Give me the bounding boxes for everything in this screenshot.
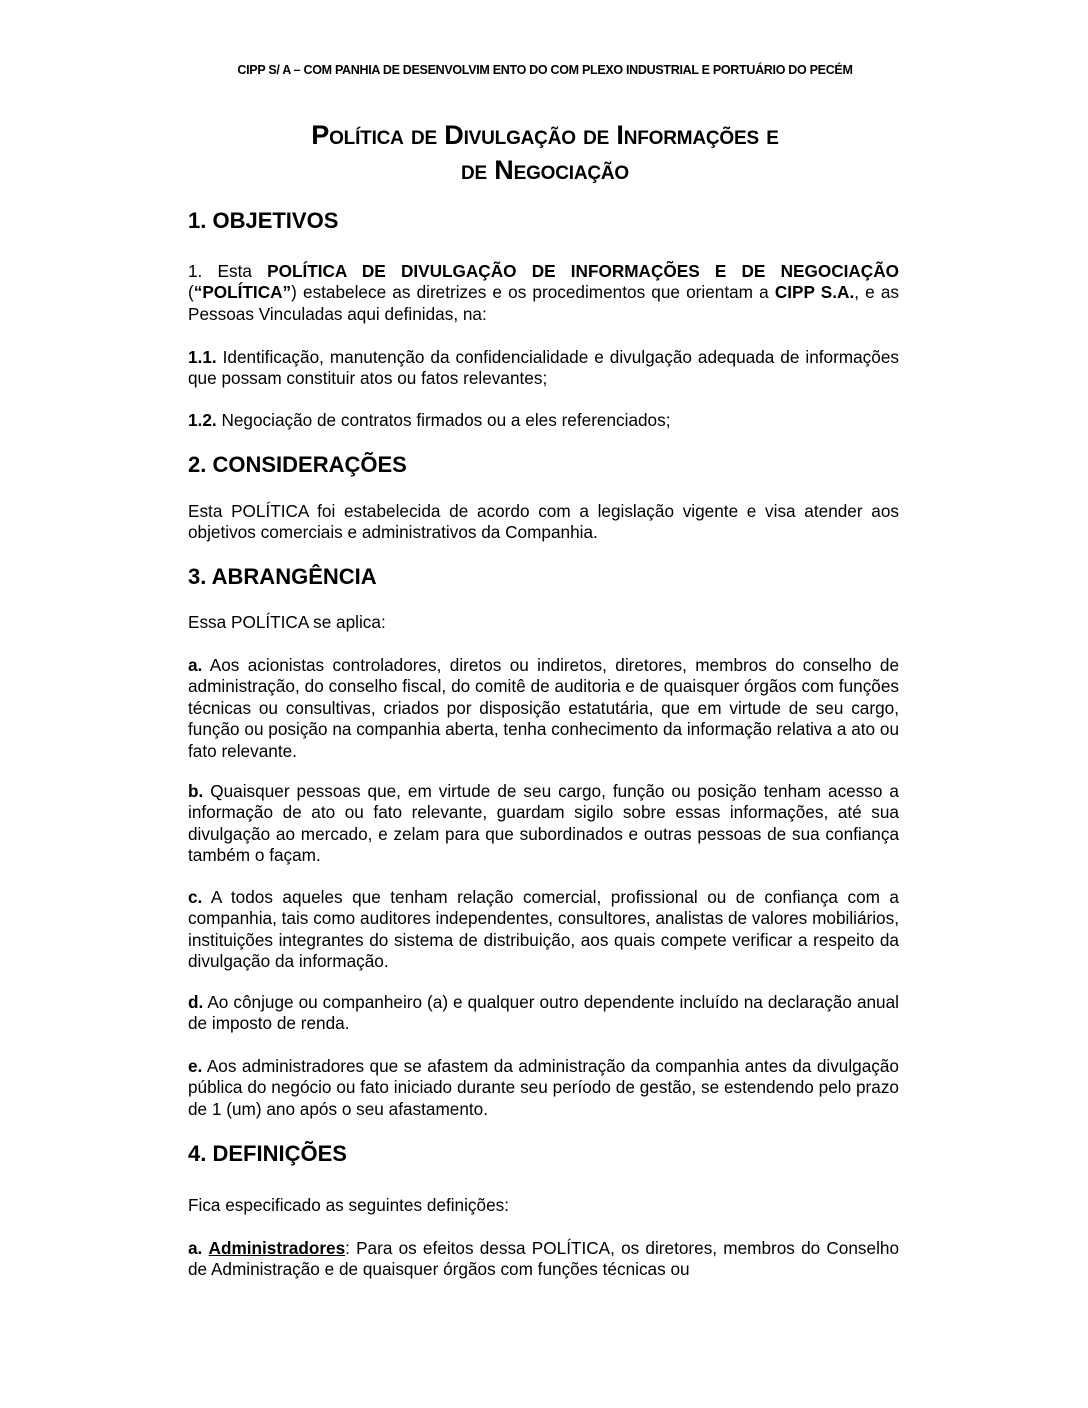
- document-title-line-1: Política de Divulgação de Informações e: [311, 120, 779, 150]
- abrangencia-intro: Essa POLÍTICA se aplica:: [188, 612, 386, 632]
- consideracoes-paragraph: Esta POLÍTICA foi estabelecida de acordo com a legislação vigente e visa atender aos objetivos comerciais e administrativos da Companhia.: [188, 501, 899, 543]
- section-heading-definicoes: 4. DEFINIÇÕES: [188, 1141, 347, 1166]
- objetivos-paragraph: 1. Esta POLÍTICA DE DIVULGAÇÃO DE INFORMAÇÕES E DE NEGOCIAÇÃO (“POLÍTICA”) estabelece as diretrizes e os procedimentos que orientam a CIPP S.A., e as Pessoas Vinculadas aqui definidas, na:: [188, 261, 900, 324]
- definicoes-intro: Fica especificado as seguintes definições:: [188, 1195, 510, 1215]
- abrangencia-item-e: e. Aos administradores que se afastem da administração da companhia antes da divulgação pública do negócio ou fato iniciado durante seu período de gestão, se estendendo pelo prazo de 1 (um) ano após o seu afastamento.: [188, 1056, 899, 1119]
- abrangencia-item-b: b. Quaisquer pessoas que, em virtude de seu cargo, função ou posição tenham acesso a informação de ato ou fato relevante, guardam sigilo sobre essas informações, até sua divulgação ao mercado, e zelam para que subordinados e outras pessoas de sua confiança também o façam.: [188, 781, 899, 866]
- objetivos-item-1-2: 1.2. Negociação de contratos firmados ou a eles referenciados;: [188, 410, 671, 430]
- section-heading-objetivos: 1. OBJETIVOS: [188, 208, 339, 233]
- page-header: CIPP S/ A – COM PANHIA DE DESENVOLVIM ENTO DO COM PLEXO INDUSTRIAL E PORTUÁRIO DO PECÉM: [237, 63, 853, 77]
- section-heading-abrangencia: 3. ABRANGÊNCIA: [188, 564, 377, 589]
- document-title-line-2: de Negociação: [461, 155, 629, 185]
- abrangencia-item-c: c. A todos aqueles que tenham relação comercial, profissional ou de confiança com a companhia, tais como auditores independentes, consultores, analistas de valores mobiliários, instituições integrantes do sistema de distribuição, aos quais compete verificar a respeito da divulgação da informação.: [188, 887, 899, 972]
- definicoes-item-a: a. Administradores: Para os efeitos dessa POLÍTICA, os diretores, membros do Conselho de Administração e de quaisquer órgãos com funções técnicas ou: [188, 1238, 900, 1280]
- section-heading-consideracoes: 2. CONSIDERAÇÕES: [188, 452, 407, 477]
- abrangencia-item-a: a. Aos acionistas controladores, diretos ou indiretos, diretores, membros do conselho de administração, do conselho fiscal, do comitê de auditoria e de quaisquer órgãos com funções técnicas ou consultivas, criados por disposição estatutária, que em virtude de seu cargo, função ou posição na companhia aberta, tenha conhecimento da informação relativa a ato ou fato relevante.: [188, 655, 899, 761]
- abrangencia-item-d: d. Ao cônjuge ou companheiro (a) e qualquer outro dependente incluído na declaração anual de imposto de renda.: [188, 992, 899, 1034]
- objetivos-item-1-1: 1.1. Identificação, manutenção da confidencialidade e divulgação adequada de informações que possam constituir atos ou fatos relevantes;: [188, 347, 899, 389]
